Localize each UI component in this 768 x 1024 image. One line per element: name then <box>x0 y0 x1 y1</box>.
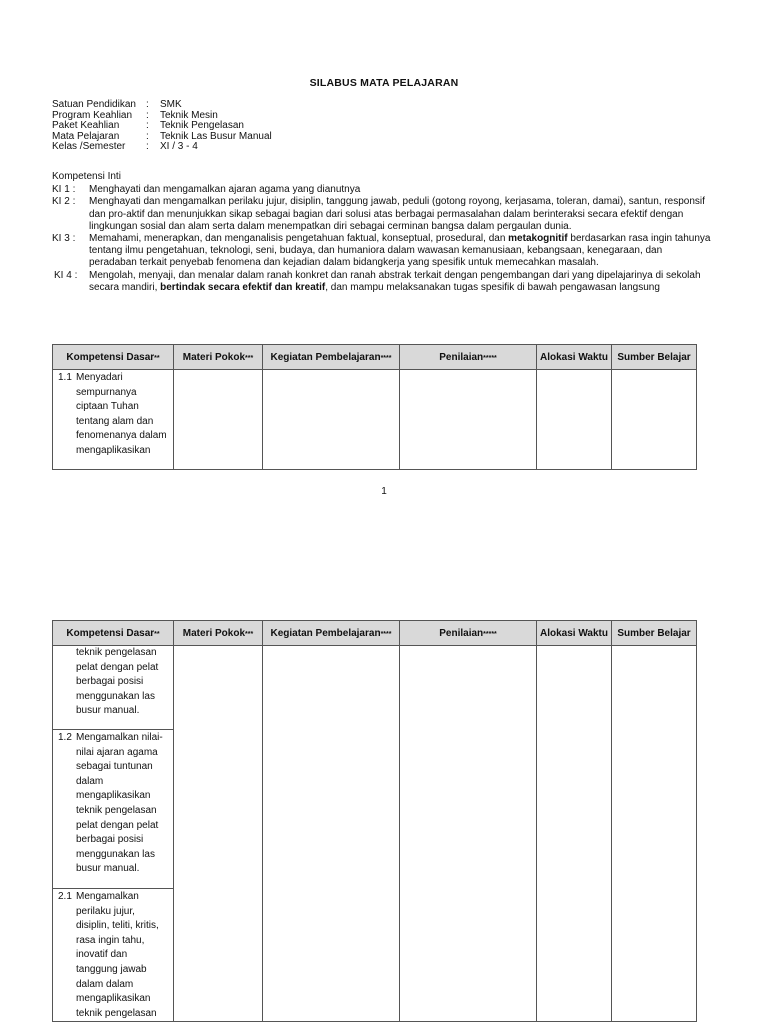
ki-text-bold: bertindak secara efektif dan kreatif <box>160 281 326 293</box>
penilaian-cell <box>400 370 537 470</box>
kd-text: Menyadari sempurnanya ciptaan Tuhan tentang alam dan fenomenanya dalam mengaplikasikan <box>76 372 167 456</box>
alokasi-cell <box>537 370 612 470</box>
kd-cell <box>53 730 174 889</box>
kd-number: 1.1 <box>58 372 72 383</box>
header-kompetensi-dasar: Kompetensi Dasar** <box>53 345 174 370</box>
ki-text: Menghayati dan mengamalkan perilaku jujur, disiplin, tanggung jawab, peduli (gotong royong, kerjasama, toleran, damai), santun, responsif dan pro-aktif dan menunjukkan sikap sebagai bagian dari solusi atas berbagai permasalahan dalam berinteraksi secara efektif dengan lingkungan sosial dan alam serta dalam menempatkan diri sebagai cerminan bangsa dalam pergaulan dunia. <box>89 196 705 232</box>
page-title: SILABUS MATA PELAJARAN <box>309 77 459 89</box>
meta-label: Paket Keahlian <box>52 120 120 132</box>
meta-value: Teknik Las Busur Manual <box>160 130 272 142</box>
materi-cell <box>174 646 263 1022</box>
kd-number: 2.1 <box>58 891 72 902</box>
ki-item <box>52 184 712 196</box>
meta-value: SMK <box>160 99 182 110</box>
kegiatan-cell <box>263 370 400 470</box>
meta-row <box>52 100 272 111</box>
meta-colon: : <box>146 99 149 110</box>
kd-cell <box>53 646 174 730</box>
syllabus-table-page2 <box>52 620 697 1022</box>
header-kompetensi-dasar: Kompetensi Dasar** <box>53 621 174 646</box>
ki-code: KI 4 : <box>54 269 78 281</box>
ki-text-part: berdasarkan rasa ingin tahunya tentang ilmu pengetahuan, teknologi, seni, budaya, dan humaniora dalam wawasan kemanusiaan, kebangsaan, kenegaraan, dan peradaban terkait penyebab fenomena dan kejadian dalam bidangkerja yang spesifik untuk memecahkan masalah. <box>89 233 711 269</box>
meta-label: Mata Pelajaran <box>52 130 120 142</box>
meta-label: Kelas /Semester <box>52 141 126 153</box>
header-kegiatan-pembelajaran: Kegiatan Pembelajaran**** <box>263 345 400 370</box>
ki-item <box>52 233 712 270</box>
ki-code: KI 3 : <box>52 233 76 245</box>
meta-colon: : <box>146 120 149 132</box>
kompetensi-inti-section <box>52 171 712 294</box>
meta-colon: : <box>146 141 149 153</box>
ki-item <box>52 196 712 233</box>
ki-heading: Kompetensi Inti <box>52 171 121 182</box>
meta-label: Satuan Pendidikan <box>52 99 136 110</box>
ki-text: Menghayati dan mengamalkan ajaran agama yang dianutnya <box>89 184 361 196</box>
ki-text-part: Memahami, menerapkan, dan menganalisis pengetahuan faktual, konseptual, prosedural, dan <box>89 233 509 245</box>
meta-value: XI / 3 - 4 <box>160 141 198 153</box>
ki-text-bold: metakognitif <box>508 233 568 245</box>
header-sumber-belajar: Sumber Belajar <box>612 621 697 646</box>
table-header-row <box>53 345 697 370</box>
header-materi-pokok: Materi Pokok*** <box>174 621 263 646</box>
page-number: 1 <box>381 486 387 497</box>
header-penilaian: Penilaian***** <box>400 621 537 646</box>
penilaian-cell <box>400 646 537 1022</box>
meta-label: Program Keahlian <box>52 109 133 121</box>
ki-text <box>89 233 712 270</box>
meta-value: Teknik Pengelasan <box>160 120 244 132</box>
ki-code: KI 2 : <box>52 196 76 208</box>
ki-code: KI 1 : <box>52 184 76 196</box>
kd-text: Mengamalkan perilaku jujur, disiplin, teliti, kritis, rasa ingin tahu, inovatif dan tanggung jawab dalam dalam mengaplikasikan teknik pengelasan <box>76 891 159 1019</box>
kd-cell <box>53 889 174 1022</box>
syllabus-table-page1 <box>52 344 697 470</box>
header-sumber-belajar: Sumber Belajar <box>612 345 697 370</box>
kd-text: teknik pengelasan pelat dengan pelat berbagai posisi menggunakan las busur manual. <box>76 647 159 717</box>
header-kegiatan-pembelajaran: Kegiatan Pembelajaran**** <box>263 621 400 646</box>
meta-row <box>52 142 272 153</box>
meta-colon: : <box>146 109 149 121</box>
table-row <box>53 370 697 470</box>
header-materi-pokok: Materi Pokok*** <box>174 345 263 370</box>
kd-text: Mengamalkan nilai-nilai ajaran agama sebagai tuntunan dalam mengaplikasikan teknik pengelasan pelat dengan pelat berbagai posisi menggunakan las busur manual. <box>76 732 163 875</box>
alokasi-cell <box>537 646 612 1022</box>
ki-text-part: Mengolah, menyaji, dan menalar dalam ranah konkret dan ranah abstrak terkait dengan pengembangan dari yang dipelajarinya di sekolah secara mandiri, <box>89 269 701 293</box>
meta-colon: : <box>146 130 149 142</box>
ki-item <box>52 270 712 294</box>
ki-text-part: , dan mampu melaksanakan tugas spesifik di bawah pengawasan langsung <box>325 281 660 293</box>
kd-number: 1.2 <box>58 732 72 743</box>
identity-block <box>52 100 272 153</box>
header-alokasi-waktu: Alokasi Waktu <box>537 345 612 370</box>
kegiatan-cell <box>263 646 400 1022</box>
meta-value: Teknik Mesin <box>160 109 218 121</box>
header-alokasi-waktu: Alokasi Waktu <box>537 621 612 646</box>
kd-cell <box>53 370 174 470</box>
sumber-cell <box>612 646 697 1022</box>
ki-text <box>89 270 712 294</box>
table-header-row <box>53 621 697 646</box>
materi-cell <box>174 370 263 470</box>
header-penilaian: Penilaian***** <box>400 345 537 370</box>
table-row <box>53 646 697 730</box>
sumber-cell <box>612 370 697 470</box>
